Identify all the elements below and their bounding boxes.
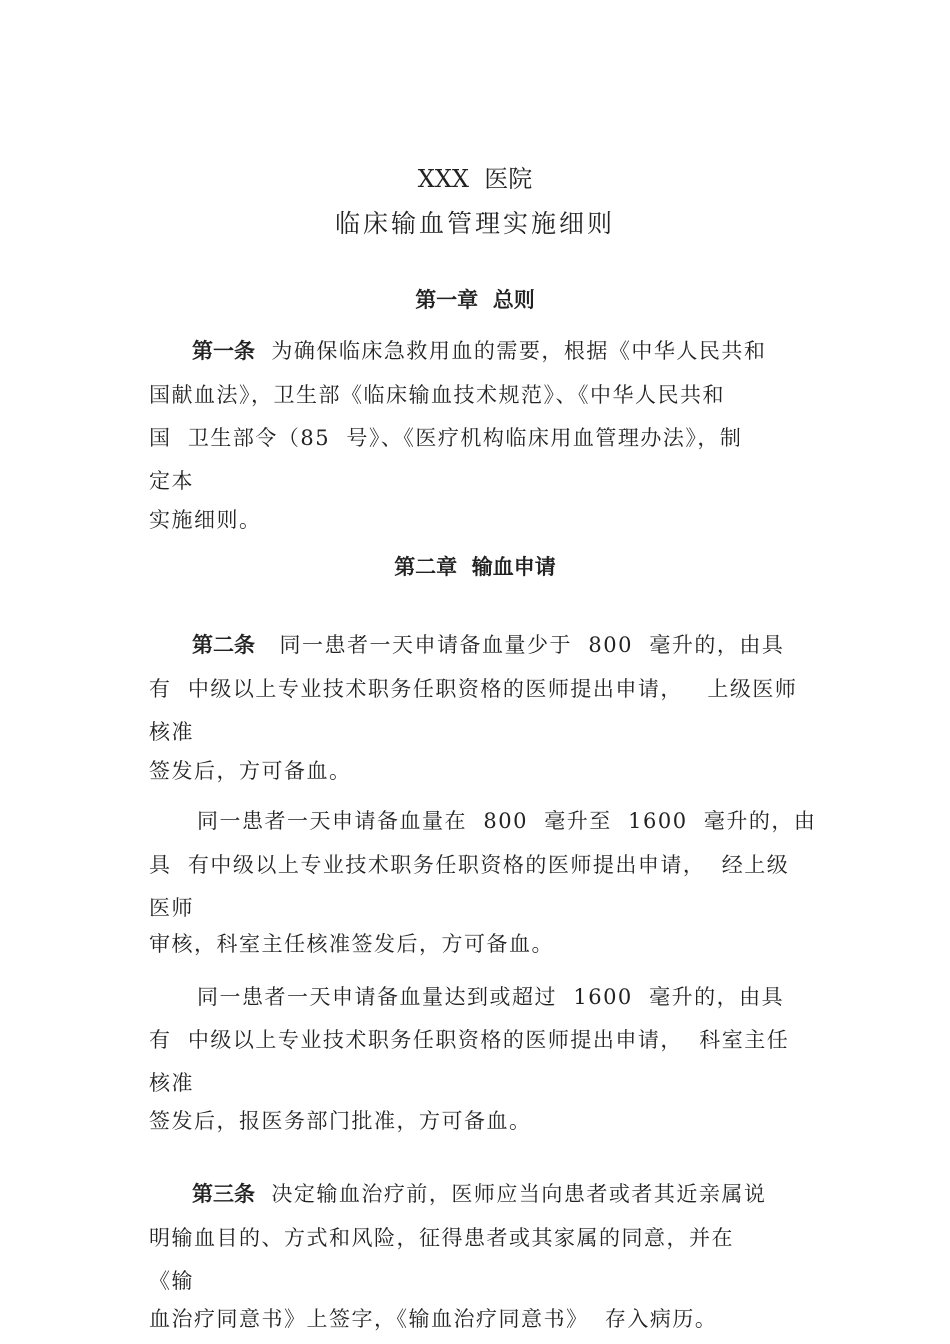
article-1-first-line <box>192 337 766 365</box>
article-2-label: 第二条 <box>192 633 255 657</box>
chapter-1-heading: 第一章 总则 <box>415 288 535 312</box>
article-2-text-line: 同一患者一天申请备血量少于 800 毫升的，由具 <box>279 633 785 657</box>
article-2-paragraph-3-line: 核准 <box>149 1071 194 1095</box>
article-2-text-line: 签发后，方可备血。 <box>149 759 352 783</box>
article-2-paragraph-2-line: 具 有中级以上专业技术职务任职资格的医师提出申请， 经上级 <box>149 853 790 877</box>
article-3-first-line <box>192 1180 766 1208</box>
article-3-text-line: 决定输血治疗前，医师应当向患者或者其近亲属说 <box>271 1182 767 1206</box>
chapter-2-heading: 第二章 输血申请 <box>394 555 556 579</box>
article-1-text-line: 定本 <box>149 469 194 493</box>
article-2-paragraph-3-line: 同一患者一天申请备血量达到或超过 1600 毫升的，由具 <box>197 985 785 1009</box>
article-1-text-line: 国 卫生部令（85 号》、《医疗机构临床用血管理办法》，制 <box>149 426 743 450</box>
article-2-paragraph-3-line: 有 中级以上专业技术职务任职资格的医师提出申请， 科室主任 <box>149 1028 790 1052</box>
article-2-paragraph-2-line: 同一患者一天申请备血量在 800 毫升至 1600 毫升的，由 <box>197 809 817 833</box>
article-1-text-line: 为确保临床急救用血的需要，根据《中华人民共和 <box>271 339 767 363</box>
hospital-title: XXX 医院 <box>417 165 533 193</box>
article-2-text-line: 核准 <box>149 720 194 744</box>
article-3-text-line: 血治疗同意书》上签字，《输血治疗同意书》 存入病历。 <box>149 1307 718 1331</box>
article-3-label: 第三条 <box>192 1182 255 1206</box>
article-3-text-line: 《输 <box>149 1269 194 1293</box>
article-1-label: 第一条 <box>192 339 255 363</box>
article-1-text-line: 国献血法》，卫生部《临床输血技术规范》、《中华人民共和 <box>149 383 725 407</box>
article-2-text-line: 有 中级以上专业技术职务任职资格的医师提出申请， 上级医师 <box>149 677 798 701</box>
article-3-text-line: 明输血目的、方式和风险，征得患者或其家属的同意，并在 <box>149 1226 734 1250</box>
article-2-paragraph-3-line: 签发后，报医务部门批准，方可备血。 <box>149 1109 532 1133</box>
article-2-paragraph-2-line: 医师 <box>149 896 194 920</box>
article-2-paragraph-2-line: 审核，科室主任核准签发后，方可备血。 <box>149 932 554 956</box>
article-1-text-line: 实施细则。 <box>149 508 262 532</box>
document-title: 临床输血管理实施细则 <box>334 209 615 238</box>
article-2-first-line <box>192 631 784 659</box>
